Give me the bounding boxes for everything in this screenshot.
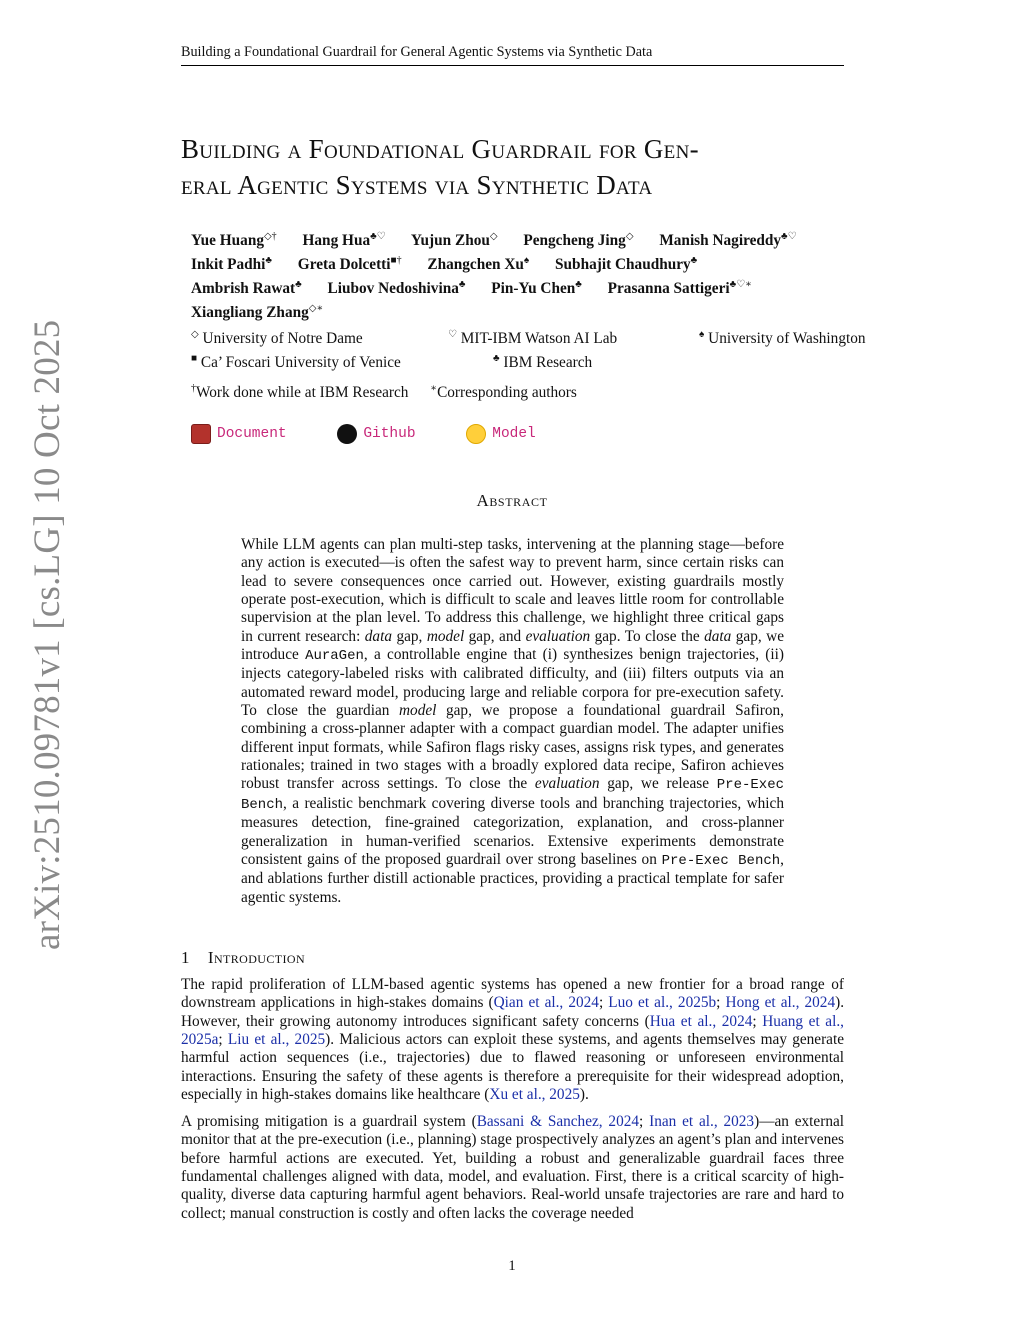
author: Manish Nagireddy♣♡ xyxy=(659,231,797,250)
introduction-paragraph: A promising mitigation is a guardrail system (Bassani & Sanchez, 2024; Inan et al., 2023)—an external monitor that at the pre-execution (i.e., planning) stage prospectively analyzes an agent’s plan and intervenes before harmful actions are executed. Yet, building a robust and generalizable guardrail faces three fundamental challenges aligned with data, model, and evaluation. First, there is a critical scarcity of high-quality, diverse data capturing harmful agent behaviors. Real-world unsafe trajectories are rare and hard to collect; manual construction is costly and often lacks the coverage needed xyxy=(181,1113,845,1222)
page-number: 1 xyxy=(508,1258,516,1274)
affiliation: ♡ MIT-IBM Watson AI Lab xyxy=(448,329,618,348)
affiliation-row xyxy=(191,325,866,349)
document-link[interactable]: Document xyxy=(191,424,287,444)
abstract-heading: Abstract xyxy=(476,491,548,510)
header-rule xyxy=(181,65,844,66)
affiliation-row xyxy=(191,349,851,373)
author: Liubov Nedoshivina♣ xyxy=(327,279,466,298)
citation-link[interactable]: Luo et al., 2025b xyxy=(608,994,717,1012)
author: Prasanna Sattigeri♣♡∗ xyxy=(607,279,752,298)
github-link[interactable]: Github xyxy=(337,424,415,444)
author-row xyxy=(191,251,851,275)
book-icon xyxy=(191,424,211,444)
citation-link[interactable]: Inan et al., 2023 xyxy=(649,1113,755,1130)
work-note: †Work done while at IBM Research xyxy=(191,383,409,402)
affiliation: ♣ IBM Research xyxy=(493,353,593,372)
title-line-2: eral Agentic Systems via Synthetic Data xyxy=(181,170,653,200)
author: Ambrish Rawat♣ xyxy=(191,279,302,298)
author: Pin-Yu Chen♣ xyxy=(491,279,582,298)
section-title: Introduction xyxy=(207,948,306,967)
author-list xyxy=(191,227,851,323)
citation-link[interactable]: Liu et al., 2025 xyxy=(227,1031,326,1049)
github-icon xyxy=(337,424,357,444)
author: Zhangchen Xu♠ xyxy=(427,255,530,274)
huggingface-icon xyxy=(466,424,486,444)
section-heading xyxy=(181,948,305,968)
affiliation: ♠ University of Washington xyxy=(699,329,866,348)
paper-title xyxy=(181,131,851,203)
abstract-body: While LLM agents can plan multi-step tasks, intervening at the planning stage—before any action is executed—is often the safest way to prevent harm, since certain risks can lead to severe consequences once carried out. However, existing guardrails mostly operate post-execution, which is difficult to scale and leaves little room for controllable supervision at the plan level. To address this challenge, we highlight three critical gaps in current research: data gap, model gap, and evaluation gap. To close the data gap, we introduce AuraGen, a controllable engine that (i) synthesizes benign trajectories, (ii) injects category-labeled risks with calibrated difficulty, and (iii) filters outputs via an automated reward model, producing large and reliable corpora for pre-execution safety. To close the guardian model gap, we propose a foundational guardrail Safiron, combining a cross-planner adapter with a compact guardian model. The adapter unifies different input formats, while Safiron flags risky cases, assigns risk types, and generates rationales; trained in two stages with a broadly explored data recipe, Safiron achieves robust transfer across settings. To close the evaluation gap, we release Pre-Exec Bench, a realistic benchmark covering diverse tools and branching trajectories, which measures detection, fine-grained categorization, explanation, and cross-planner generalization in human-verified scenarios. Extensive experiments demonstrate consistent gains of the proposed guardrail over strong baselines on Pre-Exec Bench, and ablations further distill actionable practices, providing a practical template for safer agentic systems. xyxy=(241,536,784,906)
author: Xiangliang Zhang◇∗ xyxy=(191,303,324,322)
introduction-paragraph: The rapid proliferation of LLM-based agentic systems has opened a new frontier for a broad range of downstream applications in high-stakes domains (Qian et al., 2024; Luo et al., 2025b; Hong et al., 2024). However, their growing autonomy introduces significant safety concerns (Hua et al., 2024; Huang et al., 2025a; Liu et al., 2025). Malicious actors can exploit these systems, and agents themselves may generate harmful action sequences (i.e., trajectories) due to flawed reasoning or unforeseen environmental interactions. Ensuring the safety of these agents is therefore a prerequisite for their widespread adoption, especially in high-stakes domains like healthcare (Xu et al., 2025). xyxy=(181,976,845,1104)
arxiv-identifier: arXiv:2510.09781v1 [cs.LG] 10 Oct 2025 xyxy=(27,319,68,950)
author: Pengcheng Jing◇ xyxy=(523,231,634,250)
affiliation-list xyxy=(191,325,866,373)
citation-link[interactable]: Qian et al., 2024 xyxy=(493,994,599,1012)
resource-links xyxy=(191,424,578,449)
affiliation: ■ Ca’ Foscari University of Venice xyxy=(191,353,401,372)
affiliation: ◇ University of Notre Dame xyxy=(191,329,363,348)
author: Yue Huang◇† xyxy=(191,231,277,250)
author-row xyxy=(191,299,851,323)
author: Subhajit Chaudhury♣ xyxy=(555,255,698,274)
author: Inkit Padhi♣ xyxy=(191,255,272,274)
corresponding-note: ∗Corresponding authors xyxy=(430,383,577,402)
author: Yujun Zhou◇ xyxy=(410,231,498,250)
author: Hang Hua♣♡ xyxy=(302,231,386,250)
author-row xyxy=(191,227,851,251)
citation-link[interactable]: Huang et al., 2025a xyxy=(181,1012,844,1049)
running-header: Building a Foundational Guardrail for General Agentic Systems via Synthetic Data xyxy=(181,44,653,60)
author-row xyxy=(191,275,851,299)
citation-link[interactable]: Hua et al., 2024 xyxy=(649,1012,753,1030)
section-number: 1 xyxy=(181,948,190,967)
author-notes xyxy=(191,383,595,402)
model-link[interactable]: Model xyxy=(466,424,536,444)
citation-link[interactable]: Xu et al., 2025 xyxy=(489,1086,580,1104)
author: Greta Dolcetti■† xyxy=(297,255,402,274)
citation-link[interactable]: Hong et al., 2024 xyxy=(725,994,836,1012)
title-line-1: Building a Foundational Guardrail for Gen- xyxy=(181,134,699,164)
citation-link[interactable]: Bassani & Sanchez, 2024 xyxy=(476,1113,640,1130)
